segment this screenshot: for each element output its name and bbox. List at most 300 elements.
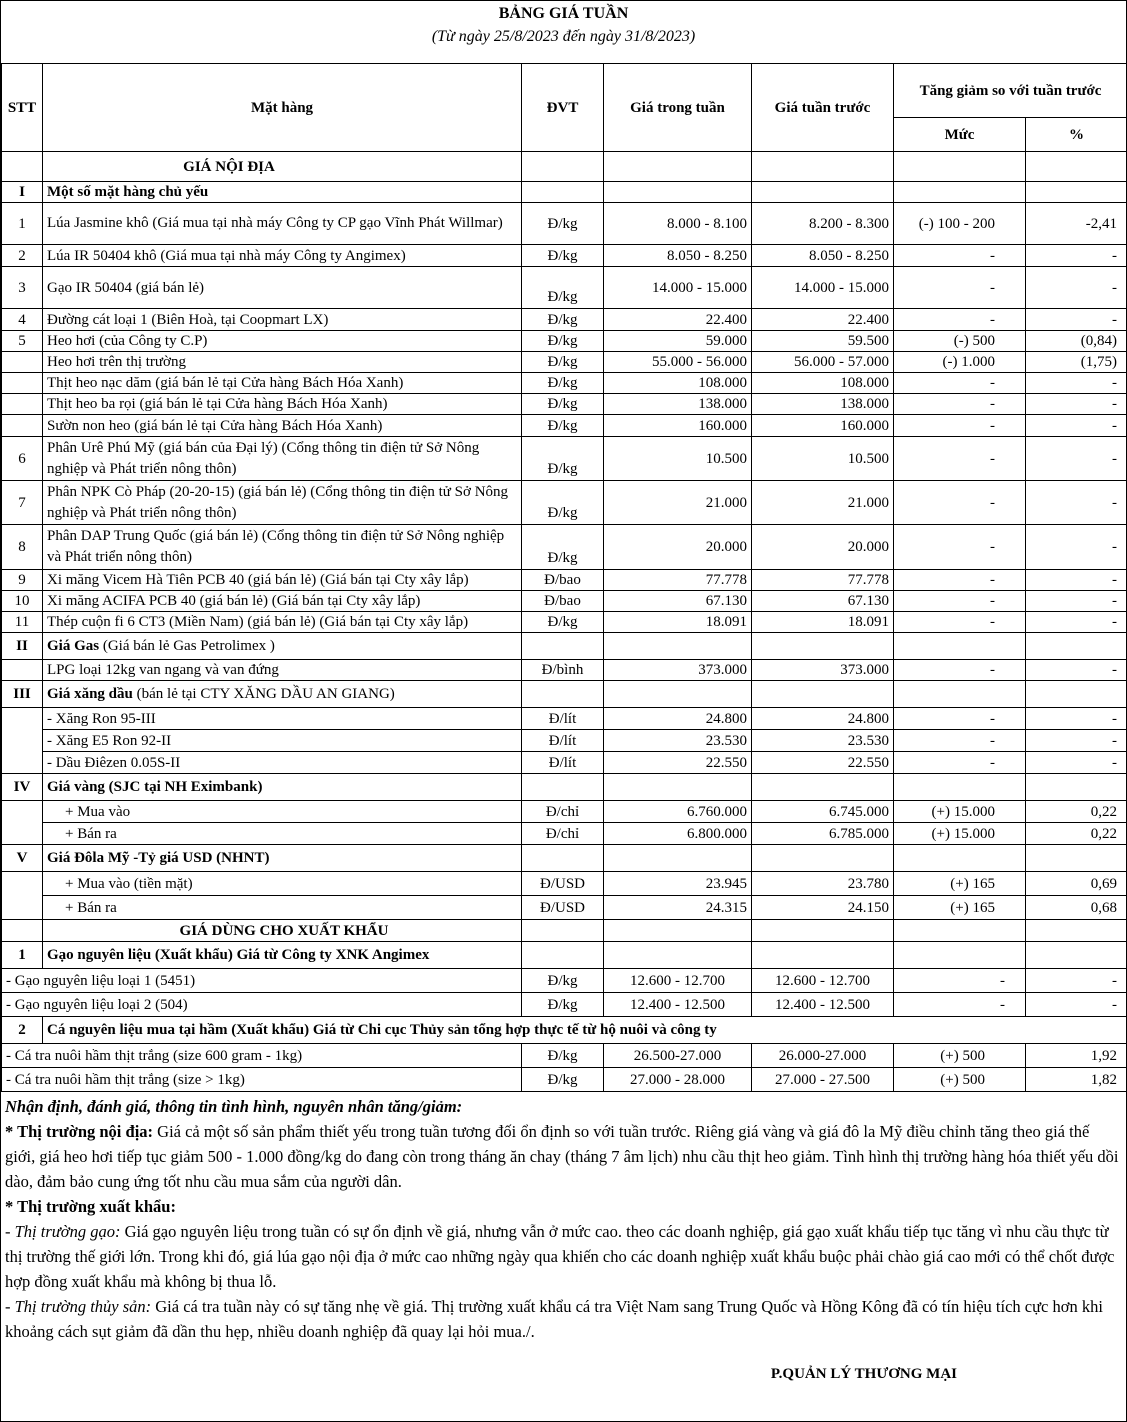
notes-fish <box>5 1294 1122 1344</box>
row-item: + Mua vào (tiền mặt) <box>43 872 522 896</box>
notes-rice <box>5 1219 1122 1294</box>
row-change-percent: - <box>1026 730 1127 752</box>
row-price-this-week: 77.778 <box>604 570 752 591</box>
row-change-percent: - <box>1026 660 1127 681</box>
row-unit: Đ/kg <box>522 993 604 1017</box>
empty-cell <box>1026 774 1127 801</box>
group-name-bold: Giá Gas <box>47 638 100 654</box>
row-change-percent: - <box>1026 570 1127 591</box>
row-stt <box>2 872 43 920</box>
row-unit: Đ/kg <box>522 437 604 481</box>
row-stt: 5 <box>2 331 43 352</box>
group-name <box>43 182 522 203</box>
notes-rice-label: - Thị trường gạo: <box>5 1222 121 1241</box>
empty-cell <box>522 152 604 182</box>
row-change-level: - <box>894 591 1026 612</box>
row-price-this-week: 21.000 <box>604 481 752 525</box>
group-row <box>2 633 1127 660</box>
row-price-this-week: 6.760.000 <box>604 801 752 823</box>
row-price-this-week: 24.800 <box>604 708 752 730</box>
section-row <box>2 152 1127 182</box>
row-price-this-week: 12.400 - 12.500 <box>604 993 752 1017</box>
empty-cell <box>894 942 1026 969</box>
group-row <box>2 182 1127 203</box>
empty-cell <box>604 182 752 203</box>
row-change-level: - <box>894 570 1026 591</box>
row-stt <box>2 394 43 415</box>
row-change-percent: - <box>1026 993 1127 1017</box>
row-price-last-week: 10.500 <box>752 437 894 481</box>
row-price-this-week: 6.800.000 <box>604 823 752 845</box>
row-change-level: - <box>894 245 1026 267</box>
price-row <box>2 437 1127 481</box>
section-row <box>2 920 1127 942</box>
row-item: Heo hơi trên thị trường <box>43 352 522 373</box>
row-unit: Đ/lít <box>522 708 604 730</box>
header-change: Tăng giảm so với tuần trước <box>894 64 1127 118</box>
row-change-level: (+) 165 <box>894 896 1026 920</box>
row-item: - Gạo nguyên liệu loại 1 (5451) <box>2 969 522 993</box>
group-name-bold: Một số mặt hàng chủ yếu <box>47 184 209 200</box>
group-name-bold: Giá xăng dầu <box>47 686 133 702</box>
row-change-percent: (0,84) <box>1026 331 1127 352</box>
row-change-percent: - <box>1026 309 1127 331</box>
header-item: Mặt hàng <box>43 64 522 152</box>
row-price-last-week: 24.800 <box>752 708 894 730</box>
empty-cell <box>604 633 752 660</box>
row-unit: Đ/bao <box>522 570 604 591</box>
row-change-level: - <box>894 525 1026 570</box>
row-stt <box>2 415 43 437</box>
group-name-note: (bán lẻ tại CTY XĂNG DẦU AN GIANG) <box>132 686 395 702</box>
row-change-level: - <box>894 309 1026 331</box>
row-unit: Đ/kg <box>522 394 604 415</box>
price-row <box>2 373 1127 394</box>
row-item: LPG loại 12kg van ngang và van đứng <box>43 660 522 681</box>
row-price-this-week: 55.000 - 56.000 <box>604 352 752 373</box>
price-row <box>2 1068 1127 1092</box>
empty-cell <box>2 152 43 182</box>
price-row <box>2 394 1127 415</box>
empty-cell <box>1026 182 1127 203</box>
row-price-this-week: 14.000 - 15.000 <box>604 267 752 309</box>
row-price-this-week: 160.000 <box>604 415 752 437</box>
group-stt: III <box>2 681 43 708</box>
empty-cell <box>522 182 604 203</box>
row-price-last-week: 20.000 <box>752 525 894 570</box>
row-item: - Gạo nguyên liệu loại 2 (504) <box>2 993 522 1017</box>
group-name-bold: Gạo nguyên liệu (Xuất khẩu) Giá từ Công ty XNK Angimex <box>47 947 430 963</box>
row-unit: Đ/kg <box>522 245 604 267</box>
row-change-percent: - <box>1026 612 1127 633</box>
row-change-level: (-) 100 - 200 <box>894 203 1026 245</box>
row-unit: Đ/kg <box>522 352 604 373</box>
header-last-week: Giá tuần trước <box>752 64 894 152</box>
empty-cell <box>752 942 894 969</box>
group-name: Cá nguyên liệu mua tại hầm (Xuất khẩu) Giá từ Chi cục Thủy sản tổng hợp thực tế từ hộ nuôi và công ty <box>43 1017 1127 1044</box>
row-price-last-week: 18.091 <box>752 612 894 633</box>
notes-domestic-text: Giá cả một số sản phẩm thiết yếu trong tuần tương đối ổn định so với tuần trước. Riêng giá vàng và giá đô la Mỹ điều chỉnh tăng theo giá thế giới, giá heo hơi tiếp tục giảm 500 - 1.000 đồng/kg do đang còn trong tháng ăn chay (tháng 7 âm lịch) nhu cầu thịt heo giảm. Tình hình thị trường hàng hóa thiết yếu dồi dào, đảm bảo cung ứng tốt nhu cầu mua sắm của người dân. <box>5 1122 1119 1191</box>
price-row <box>2 352 1127 373</box>
empty-cell <box>752 182 894 203</box>
row-price-last-week: 12.400 - 12.500 <box>752 993 894 1017</box>
row-price-last-week: 24.150 <box>752 896 894 920</box>
row-price-this-week: 12.600 - 12.700 <box>604 969 752 993</box>
price-row <box>2 969 1127 993</box>
row-price-this-week: 23.945 <box>604 872 752 896</box>
empty-cell <box>604 681 752 708</box>
row-price-last-week: 8.050 - 8.250 <box>752 245 894 267</box>
row-item: Heo hơi (của Công ty C.P) <box>43 331 522 352</box>
row-price-last-week: 21.000 <box>752 481 894 525</box>
row-change-percent: - <box>1026 708 1127 730</box>
row-price-last-week: 59.500 <box>752 331 894 352</box>
row-unit: Đ/chỉ <box>522 801 604 823</box>
row-unit: Đ/kg <box>522 525 604 570</box>
row-price-last-week: 160.000 <box>752 415 894 437</box>
row-unit: Đ/kg <box>522 267 604 309</box>
price-row <box>2 896 1127 920</box>
row-price-last-week: 8.200 - 8.300 <box>752 203 894 245</box>
row-stt: 7 <box>2 481 43 525</box>
row-change-percent: - <box>1026 437 1127 481</box>
row-item: Gạo IR 50404 (giá bán lẻ) <box>43 267 522 309</box>
empty-cell <box>894 182 1026 203</box>
price-row <box>2 203 1127 245</box>
row-change-level: (+) 500 <box>894 1068 1026 1092</box>
row-change-percent: - <box>1026 481 1127 525</box>
empty-cell <box>1026 920 1127 942</box>
price-row <box>2 245 1127 267</box>
notes-heading: Nhận định, đánh giá, thông tin tình hình, nguyên nhân tăng/giảm: <box>5 1097 463 1116</box>
price-row <box>2 730 1127 752</box>
row-price-this-week: 59.000 <box>604 331 752 352</box>
row-item: - Xăng E5 Ron 92-II <box>43 730 522 752</box>
row-unit: Đ/kg <box>522 331 604 352</box>
price-row <box>2 267 1127 309</box>
header-percent: % <box>1026 118 1127 152</box>
group-name <box>43 845 522 872</box>
row-stt <box>2 660 43 681</box>
row-price-last-week: 138.000 <box>752 394 894 415</box>
row-unit: Đ/lít <box>522 752 604 774</box>
empty-cell <box>604 152 752 182</box>
table-body <box>2 152 1127 1092</box>
empty-cell <box>1026 152 1127 182</box>
row-change-level: (-) 1.000 <box>894 352 1026 373</box>
row-price-this-week: 22.550 <box>604 752 752 774</box>
row-unit: Đ/USD <box>522 896 604 920</box>
header-level: Mức <box>894 118 1026 152</box>
row-item: Đường cát loại 1 (Biên Hoà, tại Coopmart LX) <box>43 309 522 331</box>
row-stt <box>2 801 43 845</box>
row-change-percent: - <box>1026 525 1127 570</box>
row-item: - Xăng Ron 95-III <box>43 708 522 730</box>
row-price-this-week: 373.000 <box>604 660 752 681</box>
row-item: Phân NPK Cò Pháp (20-20-15) (giá bán lẻ) (Cổng thông tin điện tử Sở Nông nghiệp và Phát triển nông thôn) <box>43 481 522 525</box>
notes-section <box>1 1092 1126 1387</box>
empty-cell <box>2 920 43 942</box>
row-price-last-week: 22.550 <box>752 752 894 774</box>
row-price-last-week: 23.780 <box>752 872 894 896</box>
row-price-this-week: 67.130 <box>604 591 752 612</box>
row-change-level: - <box>894 373 1026 394</box>
row-price-this-week: 24.315 <box>604 896 752 920</box>
row-stt <box>2 708 43 774</box>
group-name <box>43 942 522 969</box>
row-price-this-week: 8.050 - 8.250 <box>604 245 752 267</box>
row-change-percent: 1,92 <box>1026 1044 1127 1068</box>
group-name-bold: Giá Đôla Mỹ -Tỷ giá USD (NHNT) <box>47 850 270 866</box>
row-price-last-week: 22.400 <box>752 309 894 331</box>
empty-cell <box>752 152 894 182</box>
row-change-percent: - <box>1026 245 1127 267</box>
row-stt: 11 <box>2 612 43 633</box>
empty-cell <box>894 681 1026 708</box>
header-unit: ĐVT <box>522 64 604 152</box>
row-price-this-week: 27.000 - 28.000 <box>604 1068 752 1092</box>
row-change-level: - <box>894 993 1026 1017</box>
empty-cell <box>894 633 1026 660</box>
notes-fish-label: - Thị trường thủy sản: <box>5 1297 152 1316</box>
empty-cell <box>522 681 604 708</box>
empty-cell <box>604 942 752 969</box>
row-stt: 1 <box>2 203 43 245</box>
row-change-level: - <box>894 730 1026 752</box>
row-item: - Cá tra nuôi hầm thịt trắng (size > 1kg) <box>2 1068 522 1092</box>
row-change-percent: 0,22 <box>1026 801 1127 823</box>
group-row <box>2 1017 1127 1044</box>
empty-cell <box>894 920 1026 942</box>
row-unit: Đ/lít <box>522 730 604 752</box>
group-row <box>2 774 1127 801</box>
price-row <box>2 823 1127 845</box>
empty-cell <box>752 920 894 942</box>
empty-cell <box>894 774 1026 801</box>
group-stt: 2 <box>2 1017 43 1044</box>
row-change-percent: 0,68 <box>1026 896 1127 920</box>
header-this-week: Giá trong tuần <box>604 64 752 152</box>
row-item: Thịt heo ba rọi (giá bán lẻ tại Cửa hàng Bách Hóa Xanh) <box>43 394 522 415</box>
empty-cell <box>1026 633 1127 660</box>
row-change-level: - <box>894 481 1026 525</box>
row-stt: 9 <box>2 570 43 591</box>
row-item: Thịt heo nạc dăm (giá bán lẻ tại Cửa hàng Bách Hóa Xanh) <box>43 373 522 394</box>
report-subtitle: (Từ ngày 25/8/2023 đến ngày 31/8/2023) <box>431 28 696 45</box>
notes-fish-text: Giá cá tra tuần này có sự tăng nhẹ về giá. Thị trường xuất khẩu cá tra Việt Nam sang Trung Quốc và Hồng Kông đã có tín hiệu tích cực hơn khi khoảng cách sụt giảm đã dần thu hẹp, nhiều doanh nghiệp đã quay lại hỏi mua./. <box>5 1297 1103 1341</box>
row-change-level: - <box>894 752 1026 774</box>
empty-cell <box>522 845 604 872</box>
group-name <box>43 774 522 801</box>
row-change-level: - <box>894 612 1026 633</box>
row-change-percent: 0,22 <box>1026 823 1127 845</box>
price-row <box>2 993 1127 1017</box>
row-unit: Đ/kg <box>522 481 604 525</box>
group-row <box>2 845 1127 872</box>
row-unit: Đ/kg <box>522 1068 604 1092</box>
row-price-last-week: 12.600 - 12.700 <box>752 969 894 993</box>
row-change-level: (+) 15.000 <box>894 801 1026 823</box>
row-stt <box>2 352 43 373</box>
row-price-last-week: 23.530 <box>752 730 894 752</box>
empty-cell <box>1026 845 1127 872</box>
row-unit: Đ/kg <box>522 203 604 245</box>
group-stt: IV <box>2 774 43 801</box>
row-price-last-week: 373.000 <box>752 660 894 681</box>
row-change-level: - <box>894 969 1026 993</box>
row-change-percent: - <box>1026 415 1127 437</box>
row-price-this-week: 18.091 <box>604 612 752 633</box>
row-change-percent: - <box>1026 394 1127 415</box>
row-item: Phân DAP Trung Quốc (giá bán lẻ) (Cổng thông tin điện tử Sở Nông nghiệp và Phát triển nông thôn) <box>43 525 522 570</box>
row-stt: 10 <box>2 591 43 612</box>
row-change-percent: -2,41 <box>1026 203 1127 245</box>
row-item: + Mua vào <box>43 801 522 823</box>
empty-cell <box>752 681 894 708</box>
row-item: - Cá tra nuôi hầm thịt trắng (size 600 gram - 1kg) <box>2 1044 522 1068</box>
group-stt: I <box>2 182 43 203</box>
row-change-level: (+) 500 <box>894 1044 1026 1068</box>
row-change-percent: - <box>1026 969 1127 993</box>
row-unit: Đ/USD <box>522 872 604 896</box>
empty-cell <box>1026 681 1127 708</box>
row-change-percent: (1,75) <box>1026 352 1127 373</box>
header-stt: STT <box>2 64 43 152</box>
empty-cell <box>752 774 894 801</box>
row-change-percent: - <box>1026 373 1127 394</box>
group-row <box>2 681 1127 708</box>
notes-export-label: * Thị trường xuất khẩu: <box>5 1197 176 1216</box>
row-change-percent: 0,69 <box>1026 872 1127 896</box>
row-price-this-week: 20.000 <box>604 525 752 570</box>
report-title: BẢNG GIÁ TUẦN <box>498 5 629 22</box>
row-stt: 4 <box>2 309 43 331</box>
price-row <box>2 708 1127 730</box>
price-row <box>2 872 1127 896</box>
price-row <box>2 591 1127 612</box>
price-row <box>2 525 1127 570</box>
empty-cell <box>522 920 604 942</box>
row-unit: Đ/kg <box>522 415 604 437</box>
row-stt: 2 <box>2 245 43 267</box>
group-name-bold: Giá vàng (SJC tại NH Eximbank) <box>47 779 263 795</box>
row-change-level: - <box>894 415 1026 437</box>
group-stt: V <box>2 845 43 872</box>
row-unit: Đ/kg <box>522 612 604 633</box>
row-item: Xi măng Vicem Hà Tiên PCB 40 (giá bán lẻ) (Giá bán tại Cty xây lắp) <box>43 570 522 591</box>
row-stt <box>2 373 43 394</box>
empty-cell <box>894 845 1026 872</box>
price-row <box>2 570 1127 591</box>
row-price-this-week: 26.500-27.000 <box>604 1044 752 1068</box>
row-unit: Đ/bình <box>522 660 604 681</box>
row-price-last-week: 27.000 - 27.500 <box>752 1068 894 1092</box>
empty-cell <box>522 774 604 801</box>
row-item: + Bán ra <box>43 896 522 920</box>
row-unit: Đ/chỉ <box>522 823 604 845</box>
row-item: Lúa IR 50404 khô (Giá mua tại nhà máy Công ty Angimex) <box>43 245 522 267</box>
row-unit: Đ/bao <box>522 591 604 612</box>
group-row <box>2 942 1127 969</box>
row-change-level: - <box>894 660 1026 681</box>
price-row <box>2 801 1127 823</box>
empty-cell <box>752 845 894 872</box>
row-item: Xi măng ACIFA PCB 40 (giá bán lẻ) (Giá bán tại Cty xây lắp) <box>43 591 522 612</box>
row-change-level: - <box>894 437 1026 481</box>
price-table <box>1 63 1127 1092</box>
price-row <box>2 331 1127 352</box>
price-row <box>2 415 1127 437</box>
row-price-last-week: 6.745.000 <box>752 801 894 823</box>
row-price-last-week: 26.000-27.000 <box>752 1044 894 1068</box>
notes-rice-text: Giá gạo nguyên liệu trong tuần có sự ổn định về giá, nhưng vẫn ở mức cao. theo các doanh nghiệp, giá gạo xuất khẩu tiếp tục tăng vì nhu cầu thực từ thị trường thế giới lớn. Trong khi đó, giá lúa gạo nội địa ở mức cao những ngày qua khiến cho các doanh nghiệp xuất khẩu buộc phải chào giá cao mới có thể chốt được hợp đồng xuất khẩu mà không bị thua lỗ. <box>5 1222 1115 1291</box>
row-price-this-week: 23.530 <box>604 730 752 752</box>
group-stt: 1 <box>2 942 43 969</box>
row-item: Sườn non heo (giá bán lẻ tại Cửa hàng Bách Hóa Xanh) <box>43 415 522 437</box>
price-row <box>2 752 1127 774</box>
row-item: Phân Urê Phú Mỹ (giá bán của Đại lý) (Cổng thông tin điện tử Sở Nông nghiệp và Phát triển nông thôn) <box>43 437 522 481</box>
row-item: Thép cuộn fi 6 CT3 (Miền Nam) (giá bán lẻ) (Giá bán tại Cty xây lắp) <box>43 612 522 633</box>
row-price-last-week: 77.778 <box>752 570 894 591</box>
row-change-level: (+) 15.000 <box>894 823 1026 845</box>
price-row <box>2 309 1127 331</box>
row-unit: Đ/kg <box>522 309 604 331</box>
row-price-last-week: 108.000 <box>752 373 894 394</box>
row-price-last-week: 67.130 <box>752 591 894 612</box>
price-row <box>2 481 1127 525</box>
empty-cell <box>752 633 894 660</box>
group-name <box>43 681 522 708</box>
row-unit: Đ/kg <box>522 969 604 993</box>
empty-cell <box>894 152 1026 182</box>
row-change-percent: - <box>1026 591 1127 612</box>
row-item: + Bán ra <box>43 823 522 845</box>
price-row <box>2 660 1127 681</box>
empty-cell <box>1026 942 1127 969</box>
row-item: - Dầu Điêzen 0.05S-II <box>43 752 522 774</box>
row-price-this-week: 8.000 - 8.100 <box>604 203 752 245</box>
row-stt: 6 <box>2 437 43 481</box>
price-row <box>2 612 1127 633</box>
empty-cell <box>522 942 604 969</box>
notes-domestic-label: * Thị trường nội địa: <box>5 1122 154 1141</box>
empty-cell <box>604 774 752 801</box>
row-price-this-week: 22.400 <box>604 309 752 331</box>
empty-cell <box>522 633 604 660</box>
row-stt: 8 <box>2 525 43 570</box>
group-stt: II <box>2 633 43 660</box>
row-change-level: - <box>894 267 1026 309</box>
row-change-percent: - <box>1026 752 1127 774</box>
group-name <box>43 633 522 660</box>
section-domestic: GIÁ NỘI ĐỊA <box>43 152 522 182</box>
row-item: Lúa Jasmine khô (Giá mua tại nhà máy Công ty CP gạo Vĩnh Phát Willmar) <box>43 203 522 245</box>
row-price-this-week: 108.000 <box>604 373 752 394</box>
group-name-note: (Giá bán lẻ Gas Petrolimex ) <box>99 638 275 654</box>
row-price-this-week: 138.000 <box>604 394 752 415</box>
row-change-percent: 1,82 <box>1026 1068 1127 1092</box>
row-change-level: (-) 500 <box>894 331 1026 352</box>
row-stt: 3 <box>2 267 43 309</box>
row-change-level: - <box>894 708 1026 730</box>
row-change-percent: - <box>1026 267 1127 309</box>
row-price-this-week: 10.500 <box>604 437 752 481</box>
section-export: GIÁ DÙNG CHO XUẤT KHẨU <box>43 920 522 942</box>
empty-cell <box>604 845 752 872</box>
row-unit: Đ/kg <box>522 373 604 394</box>
notes-domestic <box>5 1119 1122 1194</box>
row-price-last-week: 14.000 - 15.000 <box>752 267 894 309</box>
